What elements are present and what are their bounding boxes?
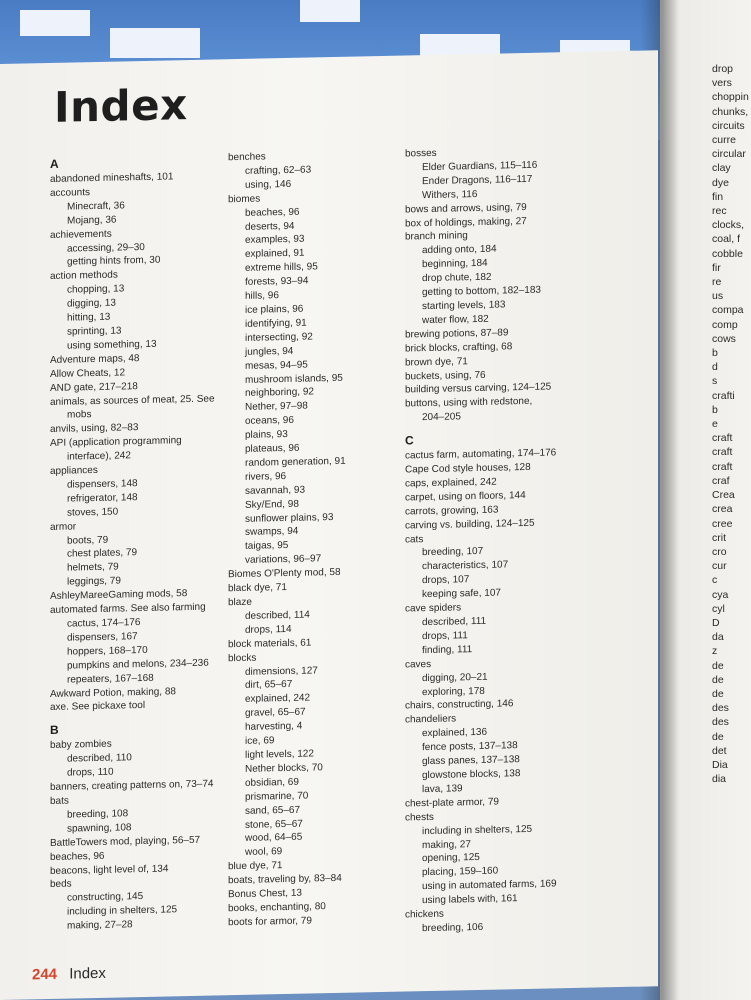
index-entry: armor [50, 521, 77, 533]
index-subentry: dirt, 65–67 [245, 679, 293, 692]
index-entry: chandeliers [405, 713, 457, 726]
index-subentry: jungles, 94 [245, 345, 294, 358]
index-subentry: spawning, 108 [67, 822, 132, 835]
index-entry: Allow Cheats, 12 [50, 367, 126, 380]
index-subentry: mesas, 94–95 [245, 359, 308, 372]
index-entry: beds [50, 878, 72, 891]
index-subentry: digging, 13 [67, 297, 116, 310]
facing-page-fragment: da [712, 631, 724, 644]
index-subentry: variations, 96–97 [245, 553, 322, 567]
index-subentry: light levels, 122 [245, 748, 314, 761]
index-entry: branch mining [405, 230, 468, 243]
facing-page-fragment: craft [712, 432, 733, 445]
facing-page-fragment: cyl [712, 602, 725, 615]
index-subentry: chopping, 13 [67, 283, 125, 296]
index-entry: action methods [50, 269, 118, 283]
index-entry: buckets, using, 76 [405, 369, 486, 383]
index-subentry: making, 27–28 [67, 919, 133, 932]
index-subentry: oceans, 96 [245, 415, 294, 428]
index-entry: cats [405, 533, 424, 546]
index-entry: carving vs. building, 124–125 [405, 517, 535, 532]
index-subentry: using labels with, 161 [422, 893, 518, 907]
index-subentry: Nether, 97–98 [245, 400, 308, 414]
index-column-2 [228, 147, 413, 930]
index-subentry: beginning, 184 [422, 258, 488, 271]
index-subentry: getting to bottom, 182–183 [422, 284, 541, 299]
facing-page-fragment: chunks, [712, 105, 749, 118]
index-entry: bosses [405, 147, 437, 160]
index-subentry: characteristics, 107 [422, 559, 509, 573]
facing-page-fragment: cur [712, 560, 727, 573]
index-subentry: including in shelters, 125 [422, 823, 533, 837]
facing-page-fragment: rec [712, 205, 727, 218]
index-subentry: refrigerator, 148 [67, 491, 138, 505]
index-subentry: accessing, 29–30 [67, 241, 145, 255]
facing-page-fragment: fin [712, 190, 724, 203]
index-entry: caps, explained, 242 [405, 476, 497, 490]
index-entry: abandoned mineshafts, 101 [50, 171, 174, 185]
index-entry: blocks [228, 652, 257, 664]
index-entry: animals, as sources of meat, 25. See [50, 393, 215, 408]
index-entry: appliances [50, 464, 98, 477]
index-subentry: getting hints from, 30 [67, 255, 161, 269]
index-entry: cactus farm, automating, 174–176 [405, 447, 557, 462]
index-subentry: adding onto, 184 [422, 243, 497, 257]
index-subentry: starting levels, 183 [422, 299, 506, 313]
index-subentry: Ender Dragons, 116–117 [422, 173, 533, 187]
facing-page-fragment: D [712, 616, 720, 629]
index-entry: cave spiders [405, 602, 462, 615]
index-subentry: sprinting, 13 [67, 325, 122, 338]
facing-page-fragment: circular [712, 148, 746, 161]
index-entry: banners, creating patterns on, 73–74 [50, 778, 214, 794]
index-subentry: drops, 111 [422, 630, 468, 643]
facing-page-fragment: Crea [712, 489, 735, 502]
index-subentry: neighboring, 92 [245, 386, 314, 400]
facing-page-fragment: de [712, 730, 724, 743]
index-entry: axe. See pickaxe tool [50, 700, 146, 714]
index-entry: bats [50, 795, 69, 807]
index-subentry: prismarine, 70 [245, 790, 309, 803]
facing-page-fragment: fir [712, 261, 721, 274]
index-subentry: pumpkins and melons, 234–236 [67, 657, 209, 672]
facing-page-text [712, 62, 751, 786]
index-subentry: drops, 107 [422, 574, 470, 587]
index-subentry: examples, 93 [245, 234, 305, 247]
index-subentry: dispensers, 148 [67, 478, 138, 491]
index-subentry: breeding, 107 [422, 546, 484, 559]
index-subentry: obsidian, 69 [245, 776, 299, 789]
index-entry: boats, traveling by, 83–84 [228, 872, 342, 887]
index-entry: chest-plate armor, 79 [405, 796, 499, 810]
facing-page-fragment: cows [712, 332, 736, 345]
index-entry: baby zombies [50, 739, 112, 752]
index-subentry: stone, 65–67 [245, 818, 303, 831]
index-subentry: hills, 96 [245, 290, 279, 302]
index-entry: Adventure maps, 48 [50, 352, 140, 366]
index-subentry: ice plains, 96 [245, 303, 304, 316]
facing-page-fragment: b [712, 347, 718, 360]
index-entry: chickens [405, 908, 444, 921]
index-entry: API (application programming [50, 435, 182, 450]
index-subentry: swamps, 94 [245, 526, 299, 539]
facing-page-fragment: cree [712, 517, 733, 530]
index-subentry: opening, 125 [422, 852, 480, 865]
index-subentry: described, 114 [245, 609, 310, 622]
facing-page-fragment: c [712, 574, 718, 587]
index-subentry: cactus, 174–176 [67, 617, 141, 630]
index-subentry: Elder Guardians, 115–116 [422, 159, 538, 174]
index-entry: building versus carving, 124–125 [405, 381, 552, 396]
index-subentry: described, 111 [422, 615, 487, 629]
index-subentry: extreme hills, 95 [245, 261, 318, 275]
facing-page-fragment: b [712, 403, 718, 416]
index-subentry: wool, 69 [245, 846, 283, 859]
facing-page-fragment: coal, f [712, 233, 741, 246]
index-entry: beacons, light level of, 134 [50, 862, 169, 877]
facing-page-fragment: crea [712, 503, 733, 516]
index-subentry: lava, 139 [422, 783, 463, 796]
cloud-shape [110, 28, 200, 58]
index-subentry: interface), 242 [67, 450, 131, 463]
facing-page-fragment: de [712, 673, 724, 686]
index-subentry: boots, 79 [67, 534, 109, 547]
index-subentry: intersecting, 92 [245, 331, 313, 344]
index-entry: carrots, growing, 163 [405, 504, 499, 518]
index-entry: books, enchanting, 80 [228, 901, 326, 915]
facing-page-fragment: cya [712, 588, 729, 601]
index-subentry: taigas, 95 [245, 540, 289, 553]
cloud-shape [300, 0, 360, 22]
page-number: 244 [32, 965, 58, 984]
facing-page-fragment: des [712, 716, 729, 729]
index-subentry: deserts, 94 [245, 220, 295, 233]
footer-label: Index [69, 964, 106, 983]
facing-page-fragment: des [712, 702, 729, 715]
index-entry: bows and arrows, using, 79 [405, 201, 527, 216]
index-subentry: explained, 242 [245, 692, 311, 706]
index-subentry: sunflower plains, 93 [245, 511, 334, 525]
index-subentry: using in automated farms, 169 [422, 878, 557, 893]
index-subentry: rivers, 96 [245, 470, 287, 483]
index-entry: brick blocks, crafting, 68 [405, 340, 513, 355]
facing-page-fragment: compa [712, 304, 744, 317]
index-entry: Biomes O'Plenty mod, 58 [228, 567, 341, 581]
index-entry: anvils, using, 82–83 [50, 422, 139, 436]
index-subentry: random generation, 91 [245, 455, 346, 469]
index-subentry: drops, 110 [67, 766, 114, 779]
index-entry: boots for armor, 79 [228, 915, 312, 929]
facing-page-fragment: cobble [712, 247, 743, 260]
index-subentry: sand, 65–67 [245, 804, 301, 817]
index-subentry: identifying, 91 [245, 317, 307, 330]
index-subentry: glass panes, 137–138 [422, 754, 520, 768]
index-column-3 [405, 144, 590, 937]
facing-page-fragment: clocks, [712, 219, 745, 232]
facing-page-fragment: dye [712, 176, 729, 189]
index-entry: biomes [228, 193, 261, 205]
index-subentry: exploring, 178 [422, 685, 485, 698]
index-subentry: explained, 136 [422, 727, 488, 740]
index-subentry: gravel, 65–67 [245, 706, 306, 720]
index-columns [50, 143, 610, 955]
index-subentry: Minecraft, 36 [67, 200, 125, 213]
facing-page-fragment: z [712, 645, 718, 658]
index-entry: chairs, constructing, 146 [405, 698, 514, 712]
index-subentry: using something, 13 [67, 338, 157, 352]
index-subentry: mushroom islands, 95 [245, 372, 343, 386]
index-subentry: chest plates, 79 [67, 547, 138, 561]
facing-page-fragment: us [712, 290, 724, 303]
facing-page-fragment: craft [712, 446, 733, 459]
index-subentry: beaches, 96 [245, 206, 300, 219]
index-entry: achievements [50, 228, 112, 241]
index-subentry: Nether blocks, 70 [245, 762, 323, 775]
index-subentry: described, 110 [67, 752, 132, 765]
index-entry: carpet, using on floors, 144 [405, 489, 526, 504]
index-subentry: leggings, 79 [67, 575, 121, 588]
index-subentry: dimensions, 127 [245, 664, 318, 678]
facing-page-fragment: e [712, 418, 718, 431]
facing-page-fragment: det [712, 744, 727, 757]
index-letter-heading: C [405, 433, 414, 448]
facing-page-fragment: d [712, 361, 718, 374]
index-subentry: breeding, 106 [422, 921, 484, 935]
index-letter-heading: B [50, 723, 59, 738]
index-subentry: Sky/End, 98 [245, 498, 299, 511]
index-subentry: using, 146 [245, 178, 292, 191]
index-entry: AshleyMareeGaming mods, 58 [50, 588, 188, 603]
index-subentry: mobs [67, 409, 92, 422]
index-subentry: including in shelters, 125 [67, 904, 178, 918]
index-subentry: stoves, 150 [67, 506, 119, 519]
facing-page-fragment: choppin [712, 91, 749, 104]
index-entry: Awkward Potion, making, 88 [50, 685, 176, 700]
index-entry: brown dye, 71 [405, 355, 468, 369]
facing-page-fragment: cro [712, 545, 727, 558]
index-subentry: hoppers, 168–170 [67, 644, 148, 658]
index-subentry: Mojang, 36 [67, 214, 117, 227]
index-entry: automated farms. See also farming [50, 601, 206, 617]
index-subentry: explained, 91 [245, 247, 305, 261]
index-subentry: dispensers, 167 [67, 631, 138, 644]
index-entry: blue dye, 71 [228, 860, 283, 873]
index-subentry: finding, 111 [422, 643, 473, 656]
facing-page-fragment: comp [712, 318, 738, 331]
index-entry: benches [228, 151, 266, 164]
index-entry: Cape Cod style houses, 128 [405, 461, 531, 476]
index-entry: beaches, 96 [50, 850, 105, 863]
index-subentry: breeding, 108 [67, 808, 129, 821]
index-subentry: drop chute, 182 [422, 271, 492, 285]
index-subentry: placing, 159–160 [422, 865, 499, 879]
index-subentry: drops, 114 [245, 623, 292, 636]
index-letter-heading: A [50, 156, 59, 171]
page-title: Index [54, 80, 188, 132]
facing-page-fragment: dia [712, 773, 727, 786]
index-subentry: plains, 93 [245, 429, 288, 441]
index-subentry: helmets, 79 [67, 561, 119, 574]
facing-page-fragment: Dia [712, 758, 728, 771]
index-subentry: hitting, 13 [67, 311, 111, 324]
facing-page-fragment: circuits [712, 119, 745, 132]
index-subentry: digging, 20–21 [422, 671, 488, 684]
facing-page-fragment: s [712, 375, 718, 388]
index-subentry: crafting, 62–63 [245, 164, 312, 177]
index-subentry: glowstone blocks, 138 [422, 768, 521, 782]
index-subentry: savannah, 93 [245, 484, 306, 497]
index-subentry: water flow, 182 [422, 313, 489, 327]
index-entry: AND gate, 217–218 [50, 380, 138, 394]
facing-page-fragment: curre [712, 134, 736, 147]
index-page [0, 50, 658, 1000]
index-entry: black dye, 71 [228, 582, 287, 595]
index-subentry: fence posts, 137–138 [422, 740, 518, 754]
index-subentry: keeping safe, 107 [422, 587, 501, 601]
facing-page-fragment: clay [712, 162, 731, 175]
index-subentry: constructing, 145 [67, 891, 144, 904]
facing-page-fragment: crafti [712, 389, 735, 402]
facing-page-fragment: de [712, 687, 724, 700]
index-subentry: forests, 93–94 [245, 275, 309, 289]
facing-page-fragment: craft [712, 460, 733, 473]
index-entry: box of holdings, making, 27 [405, 215, 527, 230]
index-entry: block materials, 61 [228, 637, 312, 650]
page-footer [32, 965, 106, 984]
facing-page-fragment: vers [712, 77, 732, 90]
facing-page-fragment: drop [712, 63, 734, 75]
facing-page-fragment: re [712, 276, 722, 289]
index-subentry: making, 27 [422, 838, 471, 851]
index-entry: Bonus Chest, 13 [228, 887, 302, 901]
index-entry: brewing potions, 87–89 [405, 327, 509, 341]
index-subentry: 204–205 [422, 411, 461, 424]
cloud-shape [20, 10, 90, 36]
facing-page-fragment: craf [712, 474, 730, 487]
index-subentry: wood, 64–65 [245, 832, 303, 845]
index-entry: caves [405, 658, 432, 671]
index-subentry: plateaus, 96 [245, 442, 300, 455]
index-subentry: Withers, 116 [422, 188, 478, 201]
index-entry: buttons, using with redstone, [405, 396, 533, 410]
index-entry: blaze [228, 596, 252, 609]
index-entry: BattleTowers mod, playing, 56–57 [50, 834, 201, 849]
facing-page-fragment: de [712, 659, 724, 672]
index-entry: chests [405, 811, 434, 824]
facing-page-fragment: crit [712, 531, 726, 544]
index-subentry: harvesting, 4 [245, 720, 303, 734]
index-subentry: repeaters, 167–168 [67, 672, 154, 686]
index-subentry: ice, 69 [245, 735, 275, 747]
index-column-1 [50, 151, 235, 934]
index-entry: accounts [50, 187, 91, 199]
